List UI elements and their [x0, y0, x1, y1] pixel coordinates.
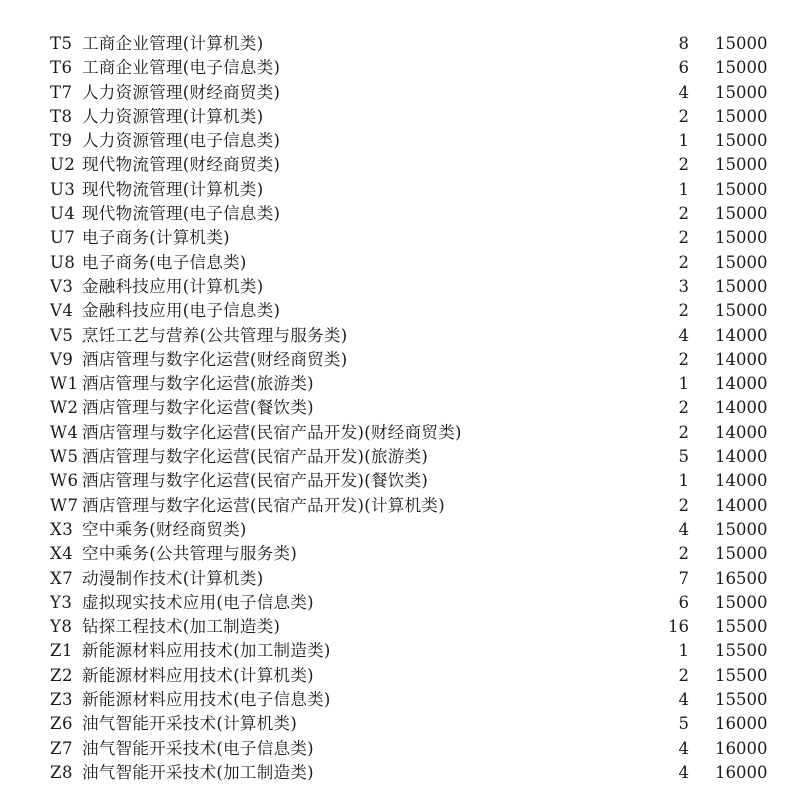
enrollment-count: 6 — [678, 58, 689, 78]
program-code: X7 — [50, 568, 74, 588]
table-row — [0, 299, 790, 323]
program-name: 新能源材料应用技术(加工制造类) — [82, 641, 331, 661]
tuition-fee: 15000 — [715, 301, 768, 321]
tuition-fee: 15000 — [715, 34, 768, 53]
table-row — [0, 129, 790, 153]
program-code: T5 — [50, 34, 73, 53]
program-code: Z7 — [50, 738, 73, 758]
tuition-fee: 15000 — [715, 276, 768, 296]
enrollment-count: 1 — [678, 641, 689, 661]
program-name: 动漫制作技术(计算机类) — [82, 568, 264, 588]
program-name: 酒店管理与数字化运营(民宿产品开发)(旅游类) — [82, 447, 429, 467]
table-row — [0, 251, 790, 275]
program-name: 现代物流管理(财经商贸类) — [82, 155, 281, 175]
program-name: 油气智能开采技术(加工制造类) — [82, 762, 314, 782]
tuition-fee: 16000 — [715, 714, 768, 734]
table-row — [0, 712, 790, 736]
program-table — [0, 32, 790, 785]
program-code: U4 — [50, 204, 76, 224]
enrollment-count: 2 — [678, 495, 689, 515]
tuition-fee: 14000 — [715, 471, 768, 491]
table-row — [0, 469, 790, 493]
tuition-fee: 16000 — [715, 738, 768, 758]
tuition-fee: 15000 — [715, 544, 768, 564]
table-row — [0, 348, 790, 372]
enrollment-count: 2 — [678, 252, 689, 272]
table-row — [0, 639, 790, 663]
program-name: 人力资源管理(计算机类) — [82, 106, 264, 126]
enrollment-count: 4 — [678, 738, 689, 758]
tuition-fee: 14000 — [715, 495, 768, 515]
enrollment-count: 2 — [678, 228, 689, 248]
table-row — [0, 178, 790, 202]
table-row — [0, 275, 790, 299]
enrollment-count: 4 — [678, 519, 689, 539]
program-name: 钻探工程技术(加工制造类) — [82, 617, 281, 637]
program-code: V4 — [50, 301, 74, 321]
tuition-fee: 15000 — [715, 204, 768, 224]
table-row — [0, 688, 790, 712]
tuition-fee: 15000 — [715, 519, 768, 539]
program-code: X4 — [50, 544, 74, 564]
enrollment-count: 2 — [678, 204, 689, 224]
tuition-fee: 15000 — [715, 155, 768, 175]
table-row — [0, 445, 790, 469]
enrollment-count: 2 — [678, 398, 689, 418]
program-name: 新能源材料应用技术(电子信息类) — [82, 690, 331, 710]
program-name: 烹饪工艺与营养(公共管理与服务类) — [82, 325, 348, 345]
enrollment-count: 4 — [678, 690, 689, 710]
program-name: 现代物流管理(计算机类) — [82, 179, 264, 199]
table-row — [0, 421, 790, 445]
tuition-fee: 15000 — [715, 179, 768, 199]
tuition-fee: 14000 — [715, 349, 768, 369]
program-name: 电子商务(电子信息类) — [82, 252, 247, 272]
table-row — [0, 372, 790, 396]
tuition-fee: 14000 — [715, 374, 768, 394]
program-code: U8 — [50, 252, 76, 272]
enrollment-count: 16 — [668, 617, 689, 637]
program-code: Y8 — [50, 617, 73, 637]
program-name: 酒店管理与数字化运营(民宿产品开发)(计算机类) — [82, 495, 445, 515]
enrollment-count: 2 — [678, 301, 689, 321]
tuition-fee: 15000 — [715, 82, 768, 102]
program-name: 工商企业管理(电子信息类) — [82, 58, 281, 78]
table-row — [0, 105, 790, 129]
table-row — [0, 567, 790, 591]
program-name: 人力资源管理(财经商贸类) — [82, 82, 281, 102]
program-code: U2 — [50, 155, 76, 175]
enrollment-count: 3 — [678, 276, 689, 296]
enrollment-count: 6 — [678, 592, 689, 612]
enrollment-count: 8 — [678, 34, 689, 53]
table-row — [0, 32, 790, 56]
program-name: 虚拟现实技术应用(电子信息类) — [82, 592, 314, 612]
tuition-fee: 15500 — [715, 617, 768, 637]
program-code: W6 — [50, 471, 79, 491]
program-name: 空中乘务(公共管理与服务类) — [82, 544, 298, 564]
program-code: Z1 — [50, 641, 73, 661]
table-row — [0, 494, 790, 518]
program-code: W7 — [50, 495, 79, 515]
tuition-fee: 15000 — [715, 58, 768, 78]
enrollment-count: 2 — [678, 106, 689, 126]
tuition-fee: 15000 — [715, 228, 768, 248]
tuition-fee: 16000 — [715, 762, 768, 782]
program-name: 酒店管理与数字化运营(民宿产品开发)(财经商贸类) — [82, 422, 462, 442]
program-name: 酒店管理与数字化运营(民宿产品开发)(餐饮类) — [82, 471, 429, 491]
table-row — [0, 81, 790, 105]
program-code: V5 — [50, 325, 74, 345]
program-code: U3 — [50, 179, 76, 199]
enrollment-count: 4 — [678, 325, 689, 345]
table-row — [0, 664, 790, 688]
program-name: 电子商务(计算机类) — [82, 228, 230, 248]
tuition-fee: 15000 — [715, 252, 768, 272]
program-name: 金融科技应用(电子信息类) — [82, 301, 281, 321]
tuition-fee: 15500 — [715, 665, 768, 685]
table-row — [0, 591, 790, 615]
tuition-fee: 14000 — [715, 447, 768, 467]
tuition-fee: 15500 — [715, 690, 768, 710]
program-code: Z8 — [50, 762, 73, 782]
program-code: T6 — [50, 58, 73, 78]
program-code: Z2 — [50, 665, 73, 685]
enrollment-count: 2 — [678, 422, 689, 442]
table-row — [0, 56, 790, 80]
tuition-fee: 15500 — [715, 641, 768, 661]
table-row — [0, 542, 790, 566]
program-name: 酒店管理与数字化运营(餐饮类) — [82, 398, 314, 418]
tuition-fee: 15000 — [715, 592, 768, 612]
program-name: 酒店管理与数字化运营(财经商贸类) — [82, 349, 348, 369]
enrollment-count: 2 — [678, 544, 689, 564]
table-row — [0, 324, 790, 348]
enrollment-count: 4 — [678, 762, 689, 782]
enrollment-count: 1 — [678, 131, 689, 151]
program-code: W5 — [50, 447, 79, 467]
program-name: 工商企业管理(计算机类) — [82, 34, 264, 53]
tuition-fee: 15000 — [715, 106, 768, 126]
enrollment-count: 1 — [678, 471, 689, 491]
program-name: 酒店管理与数字化运营(旅游类) — [82, 374, 314, 394]
program-name: 油气智能开采技术(计算机类) — [82, 714, 298, 734]
table-row — [0, 396, 790, 420]
tuition-fee: 14000 — [715, 422, 768, 442]
program-code: U7 — [50, 228, 76, 248]
enrollment-count: 5 — [678, 447, 689, 467]
tuition-fee: 14000 — [715, 325, 768, 345]
program-code: V3 — [50, 276, 74, 296]
table-row — [0, 153, 790, 177]
tuition-fee: 14000 — [715, 398, 768, 418]
enrollment-count: 2 — [678, 155, 689, 175]
table-row — [0, 737, 790, 761]
program-name: 金融科技应用(计算机类) — [82, 276, 264, 296]
tuition-fee: 16500 — [715, 568, 768, 588]
program-code: T9 — [50, 131, 73, 151]
program-code: Y3 — [50, 592, 73, 612]
table-row — [0, 518, 790, 542]
program-code: X3 — [50, 519, 74, 539]
program-code: Z3 — [50, 690, 73, 710]
program-name: 油气智能开采技术(电子信息类) — [82, 738, 314, 758]
enrollment-count: 7 — [678, 568, 689, 588]
tuition-fee: 15000 — [715, 131, 768, 151]
program-code: W1 — [50, 374, 79, 394]
table-row — [0, 761, 790, 785]
enrollment-count: 1 — [678, 179, 689, 199]
program-code: V9 — [50, 349, 74, 369]
table-row — [0, 615, 790, 639]
enrollment-count: 5 — [678, 714, 689, 734]
enrollment-count: 2 — [678, 665, 689, 685]
table-row — [0, 202, 790, 226]
program-name: 人力资源管理(电子信息类) — [82, 131, 281, 151]
program-code: W2 — [50, 398, 79, 418]
program-code: T8 — [50, 106, 73, 126]
program-name: 空中乘务(财经商贸类) — [82, 519, 247, 539]
program-name: 现代物流管理(电子信息类) — [82, 204, 281, 224]
program-code: T7 — [50, 82, 73, 102]
program-name: 新能源材料应用技术(计算机类) — [82, 665, 314, 685]
enrollment-count: 2 — [678, 349, 689, 369]
enrollment-count: 1 — [678, 374, 689, 394]
program-code: W4 — [50, 422, 79, 442]
enrollment-count: 4 — [678, 82, 689, 102]
program-code: Z6 — [50, 714, 73, 734]
table-row — [0, 226, 790, 250]
